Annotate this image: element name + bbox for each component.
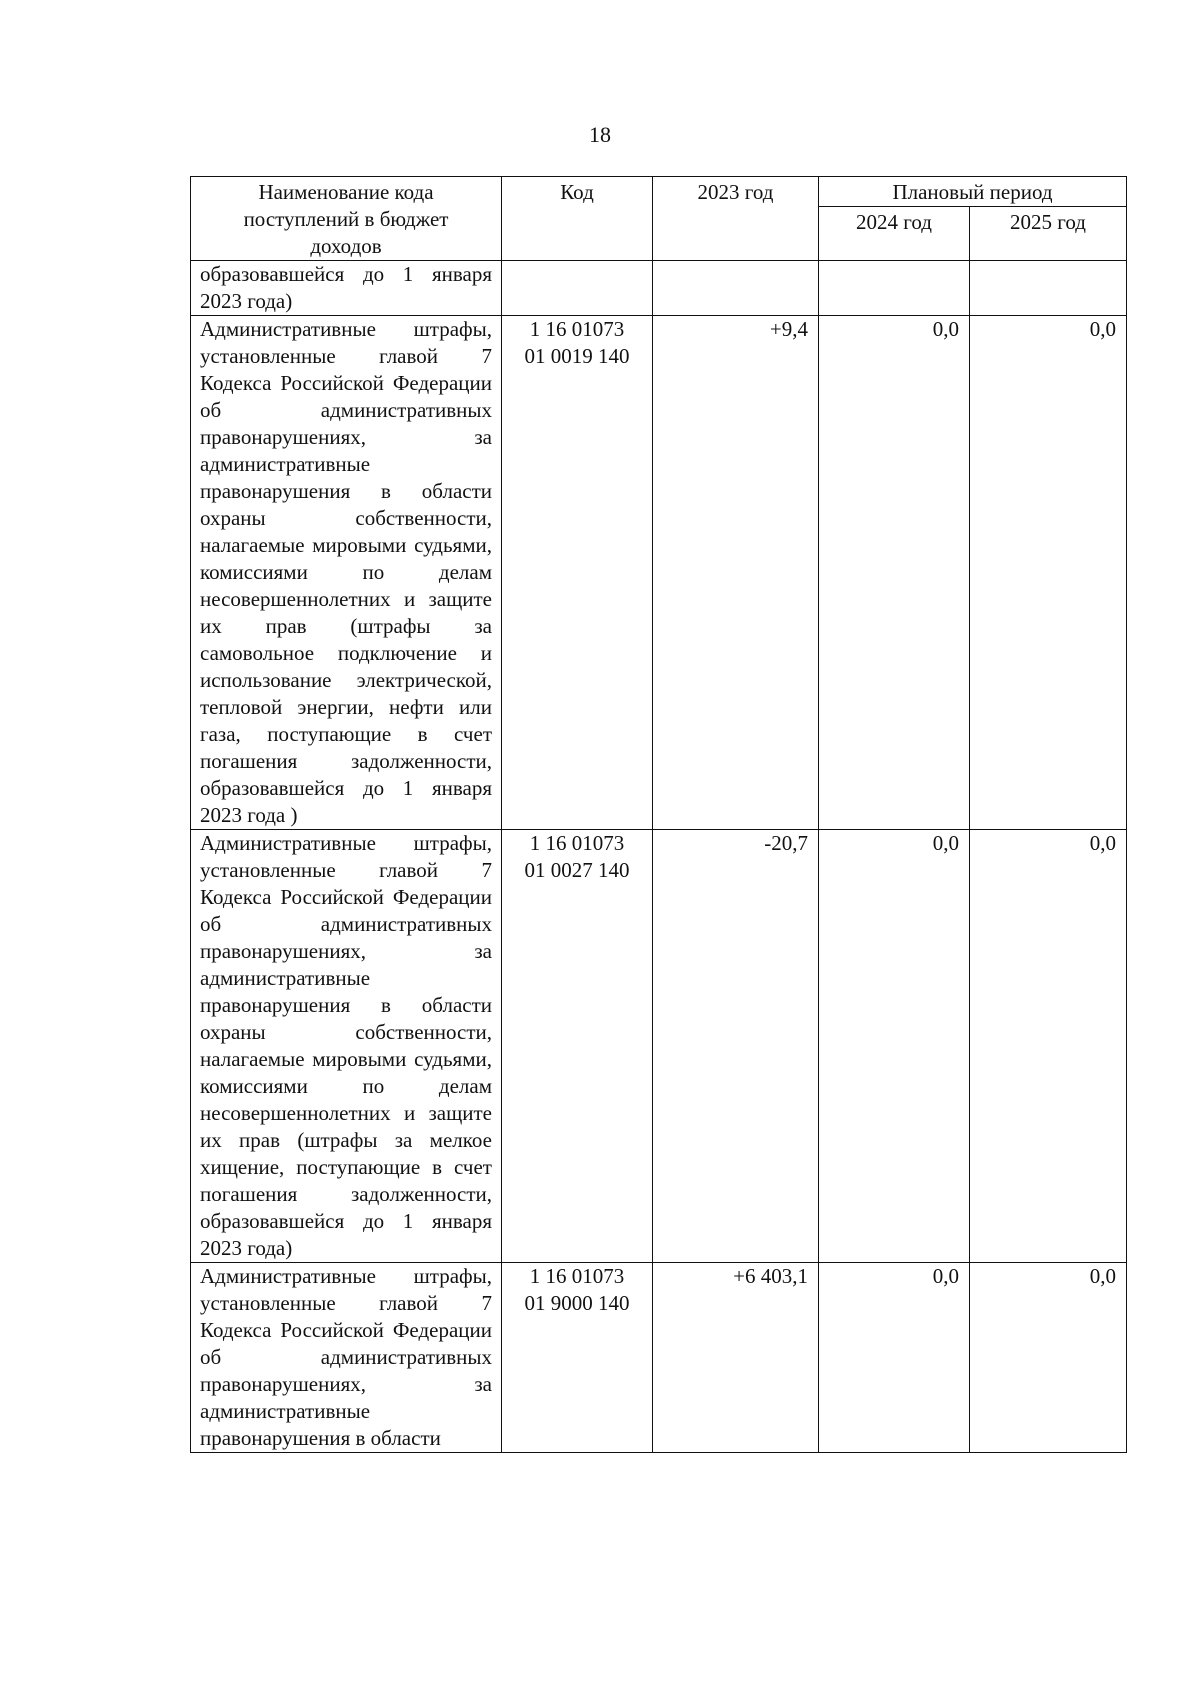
row-code-line1: 1 16 01073 (529, 831, 625, 855)
row-value-2025: 0,0 (970, 830, 1127, 1263)
table-row (191, 1263, 1127, 1453)
row-code-cell (502, 316, 653, 830)
row-value-2024: 0,0 (819, 830, 970, 1263)
header-name (191, 177, 502, 261)
row-value-2023 (653, 261, 819, 316)
row-code-cell (502, 261, 653, 316)
row-code-line2: 01 0019 140 (524, 344, 630, 368)
budget-revenue-table (190, 176, 1127, 1453)
row-name-cell (191, 830, 502, 1263)
row-name: Административные штрафы, установленные главой 7 Кодекса Российской Федерации об административных правонарушениях, за административные правонарушения в области охраны собственности, налагаемые мировыми судьями, комиссиями по делам несовершеннолетних и защите их прав (штрафы за мелкое хищение, поступающие в счет погашения задолженности, образовавшейся до 1 января 2023 года) (200, 831, 492, 1260)
row-name-cell (191, 1263, 502, 1453)
header-2025: 2025 год (970, 207, 1127, 261)
header-2024: 2024 год (819, 207, 970, 261)
page-number: 18 (589, 122, 611, 147)
header-planned-period: Плановый период (819, 177, 1127, 207)
row-value-2023: +6 403,1 (653, 1263, 819, 1453)
header-name-label: Наименование кода поступлений в бюджет доходов (243, 180, 449, 258)
row-code-line2: 01 9000 140 (524, 1291, 630, 1315)
row-name-cell (191, 261, 502, 316)
row-name: Административные штрафы, установленные главой 7 Кодекса Российской Федерации об административных правонарушениях, за административные правонарушения в области (200, 1264, 492, 1450)
row-value-2024: 0,0 (819, 1263, 970, 1453)
header-2023: 2023 год (653, 177, 819, 261)
row-value-2025: 0,0 (970, 1263, 1127, 1453)
header-row-1 (191, 177, 1127, 207)
table-row (191, 261, 1127, 316)
row-value-2025: 0,0 (970, 316, 1127, 830)
row-value-2023: +9,4 (653, 316, 819, 830)
row-name: Административные штрафы, установленные главой 7 Кодекса Российской Федерации об административных правонарушениях, за административные правонарушения в области охраны собственности, налагаемые мировыми судьями, комиссиями по делам несовершеннолетних и защите их прав (штрафы за самовольное подключение и использование электрической, тепловой энергии, нефти или газа, поступающие в счет погашения задолженности, образовавшейся до 1 января 2023 года ) (200, 317, 492, 827)
row-value-2023: -20,7 (653, 830, 819, 1263)
row-name-cell (191, 316, 502, 830)
row-code-line1: 1 16 01073 (529, 1264, 625, 1288)
row-code-line2: 01 0027 140 (524, 858, 630, 882)
row-code-line1: 1 16 01073 (529, 317, 625, 341)
table-row (191, 316, 1127, 830)
row-code-cell (502, 830, 653, 1263)
row-value-2024: 0,0 (819, 316, 970, 830)
row-value-2024 (819, 261, 970, 316)
row-code-cell (502, 1263, 653, 1453)
table-row (191, 830, 1127, 1263)
row-name: образовавшейся до 1 января 2023 года) (200, 262, 492, 313)
row-value-2025 (970, 261, 1127, 316)
header-code: Код (502, 177, 653, 261)
